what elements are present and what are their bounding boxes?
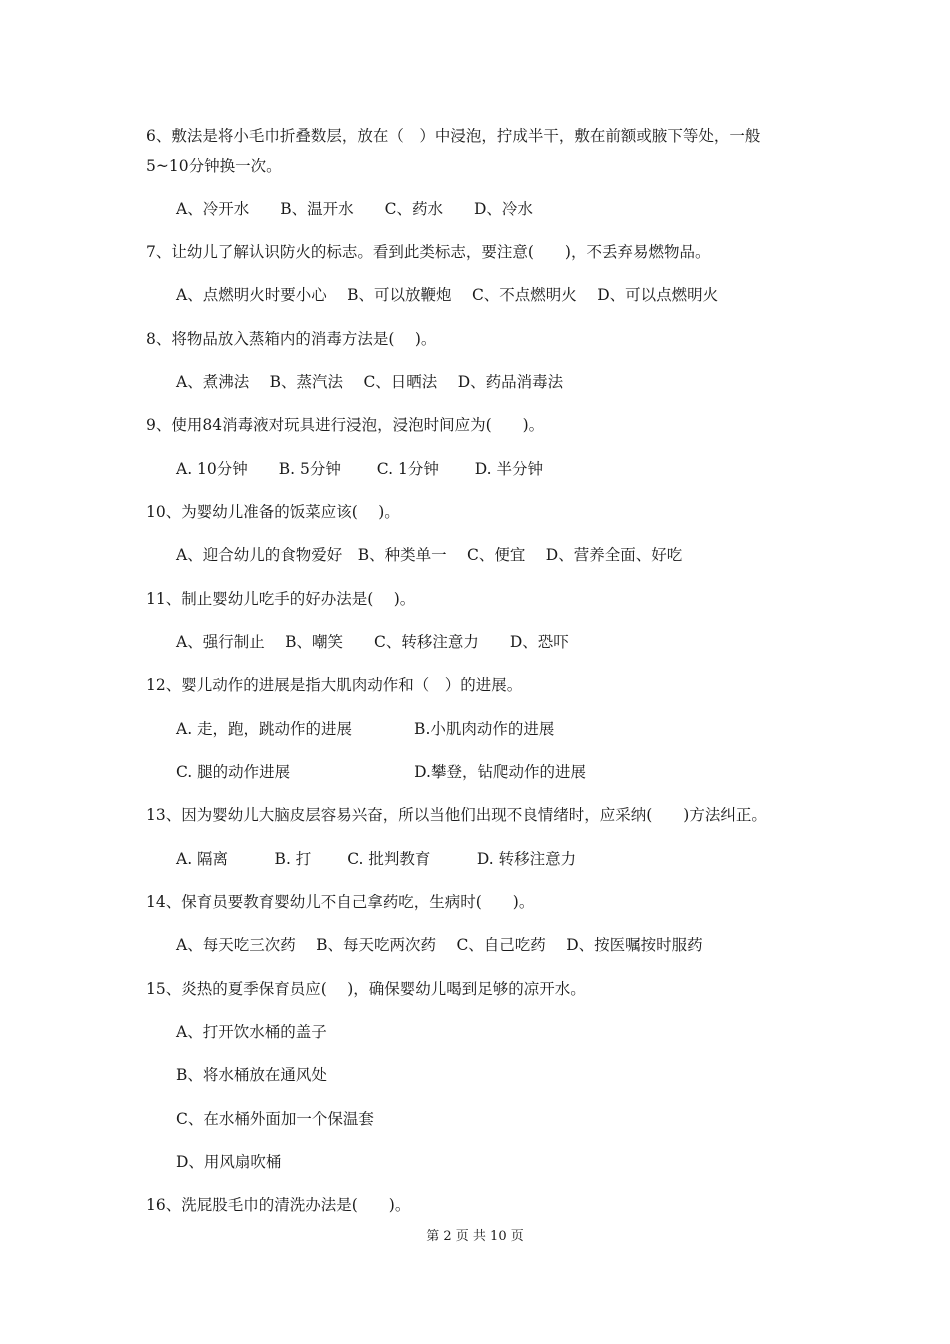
question-11-options: A、强行制止 B、嘲笑 C、转移注意力 D、恐吓 (176, 633, 569, 651)
question-11-stem: 11、制止婴幼儿吃手的好办法是( )。 (146, 590, 416, 608)
question-12-options-row-1: A. 走，跑，跳动作的进展 B.小肌肉动作的进展 (176, 720, 555, 738)
question-13-options: A. 隔离 B. 打 C. 批判教育 D. 转移注意力 (176, 850, 577, 868)
question-12-options-row-2: C. 腿的动作进展 D.攀登，钻爬动作的进展 (176, 763, 586, 781)
question-6-stem-line-1: 6、敷法是将小毛巾折叠数层，放在（ ）中浸泡，拧成半干，敷在前额或腋下等处，一般 (146, 127, 761, 145)
question-7-stem: 7、让幼儿了解认识防火的标志。看到此类标志，要注意( )，不丢弃易燃物品。 (146, 243, 711, 261)
question-16-stem: 16、洗屁股毛巾的清洗办法是( )。 (146, 1196, 411, 1214)
question-8-options: A、煮沸法 B、蒸汽法 C、日晒法 D、药品消毒法 (176, 373, 564, 391)
question-15-option-c: C、在水桶外面加一个保温套 (176, 1110, 374, 1128)
question-8-stem: 8、将物品放入蒸箱内的消毒方法是( )。 (146, 330, 437, 348)
page-number-footer: 第 2 页 共 10 页 (426, 1229, 524, 1244)
question-7-options: A、点燃明火时要小心 B、可以放鞭炮 C、不点燃明火 D、可以点燃明火 (176, 286, 719, 304)
question-6-stem-line-2: 5~10分钟换一次。 (146, 157, 282, 175)
question-9-stem: 9、使用84消毒液对玩具进行浸泡，浸泡时间应为( )。 (146, 416, 545, 434)
question-10-stem: 10、为婴幼儿准备的饭菜应该( )。 (146, 503, 400, 521)
question-15-option-a: A、打开饮水桶的盖子 (176, 1023, 327, 1041)
question-15-stem: 15、炎热的夏季保育员应( )，确保婴幼儿喝到足够的凉开水。 (146, 980, 586, 998)
question-10-options: A、迎合幼儿的食物爱好 B、种类单一 C、便宜 D、营养全面、好吃 (176, 546, 683, 564)
question-15-option-d: D、用风扇吹桶 (176, 1153, 282, 1171)
question-14-stem: 14、保育员要教育婴幼儿不自己拿药吃，生病时( )。 (146, 893, 535, 911)
question-9-options: A. 10分钟 B. 5分钟 C. 1分钟 D. 半分钟 (176, 460, 543, 478)
question-6-options: A、冷开水 B、温开水 C、药水 D、冷水 (176, 200, 533, 218)
question-14-options: A、每天吃三次药 B、每天吃两次药 C、自己吃药 D、按医嘱按时服药 (176, 936, 703, 954)
question-12-stem: 12、婴儿动作的进展是指大肌肉动作和（ ）的进展。 (146, 676, 523, 694)
question-13-stem: 13、因为婴幼儿大脑皮层容易兴奋，所以当他们出现不良情绪时，应采纳( )方法纠正。 (146, 806, 767, 824)
question-15-option-b: B、将水桶放在通风处 (176, 1066, 327, 1084)
